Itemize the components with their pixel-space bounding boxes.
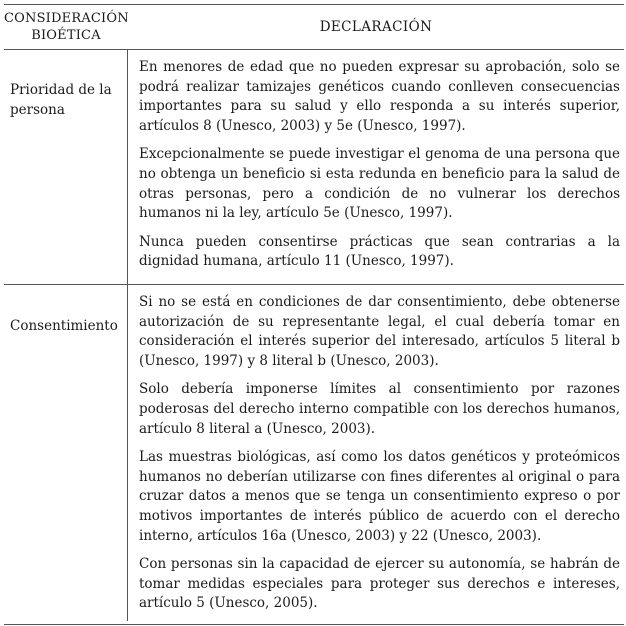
declaration-paragraph: Si no se está en condiciones de dar consentimiento, debe obtenerse autorización de su representante legal, el cual debería tomar en consideración el interés superior del interesado, artículos 5 literal b (Unesco, 1997) y 8 literal b (Unesco, 2003).: [139, 294, 620, 369]
row-declaration: [128, 285, 624, 621]
table-row-prioridad: [4, 50, 624, 285]
row-consideration: Consentimiento: [4, 285, 128, 621]
row-consideration: Prioridad de la persona: [4, 50, 128, 284]
header-declaration: DECLARACIÓN: [319, 19, 433, 35]
declaration-paragraph: Con personas sin la capacidad de ejercer su autonomía, se habrán de tomar medidas especiales para proteger sus derechos e intereses, artículo 5 (Unesco, 2005).: [139, 556, 620, 612]
header-consideration-line1: CONSIDERACIÓN: [4, 11, 129, 26]
header-consideration-line2: BIOÉTICA: [31, 28, 101, 43]
declaration-paragraph: Las muestras biológicas, así como los datos genéticos y proteómicos humanos no deberían utilizarse con fines diferentes al original o para cruzar datos a menos que se tenga un consentimiento expreso o por motivos importantes de interés público de acuerdo con el derecho interno, artículos 16a (Unesco, 2003) y 22 (Unesco, 2003).: [139, 449, 620, 544]
declaration-paragraph: Solo debería imponerse límites al consentimiento por razones poderosas del derecho interno compatible con los derechos humanos, artículo 8 literal a (Unesco, 2003).: [139, 381, 620, 437]
header-consideration: [4, 5, 128, 49]
table-header: [4, 5, 624, 50]
bioethics-table: [4, 4, 624, 625]
declaration-paragraph: Nunca pueden consentirse prácticas que sean contrarias a la dignidad humana, artículo 11 (Unesco, 1997).: [139, 233, 620, 270]
declaration-paragraph: En menores de edad que no pueden expresar su aprobación, solo se podrá realizar tamizajes genéticos cuando conlleven consecuencias importantes para su salud y ello responda a su interés superior, artículos 8 (Unesco, 2003) y 5e (Unesco, 1997).: [139, 59, 620, 134]
declaration-paragraph: Excepcionalmente se puede investigar el genoma de una persona que no obtenga un beneficio si esta redunda en beneficio para la salud de otras personas, pero a condición de no vulnerar los derechos humanos ni la ley, artículo 5e (Unesco, 1997).: [139, 146, 620, 222]
row-declaration: [128, 50, 624, 284]
table-row-consentimiento: [4, 285, 624, 621]
